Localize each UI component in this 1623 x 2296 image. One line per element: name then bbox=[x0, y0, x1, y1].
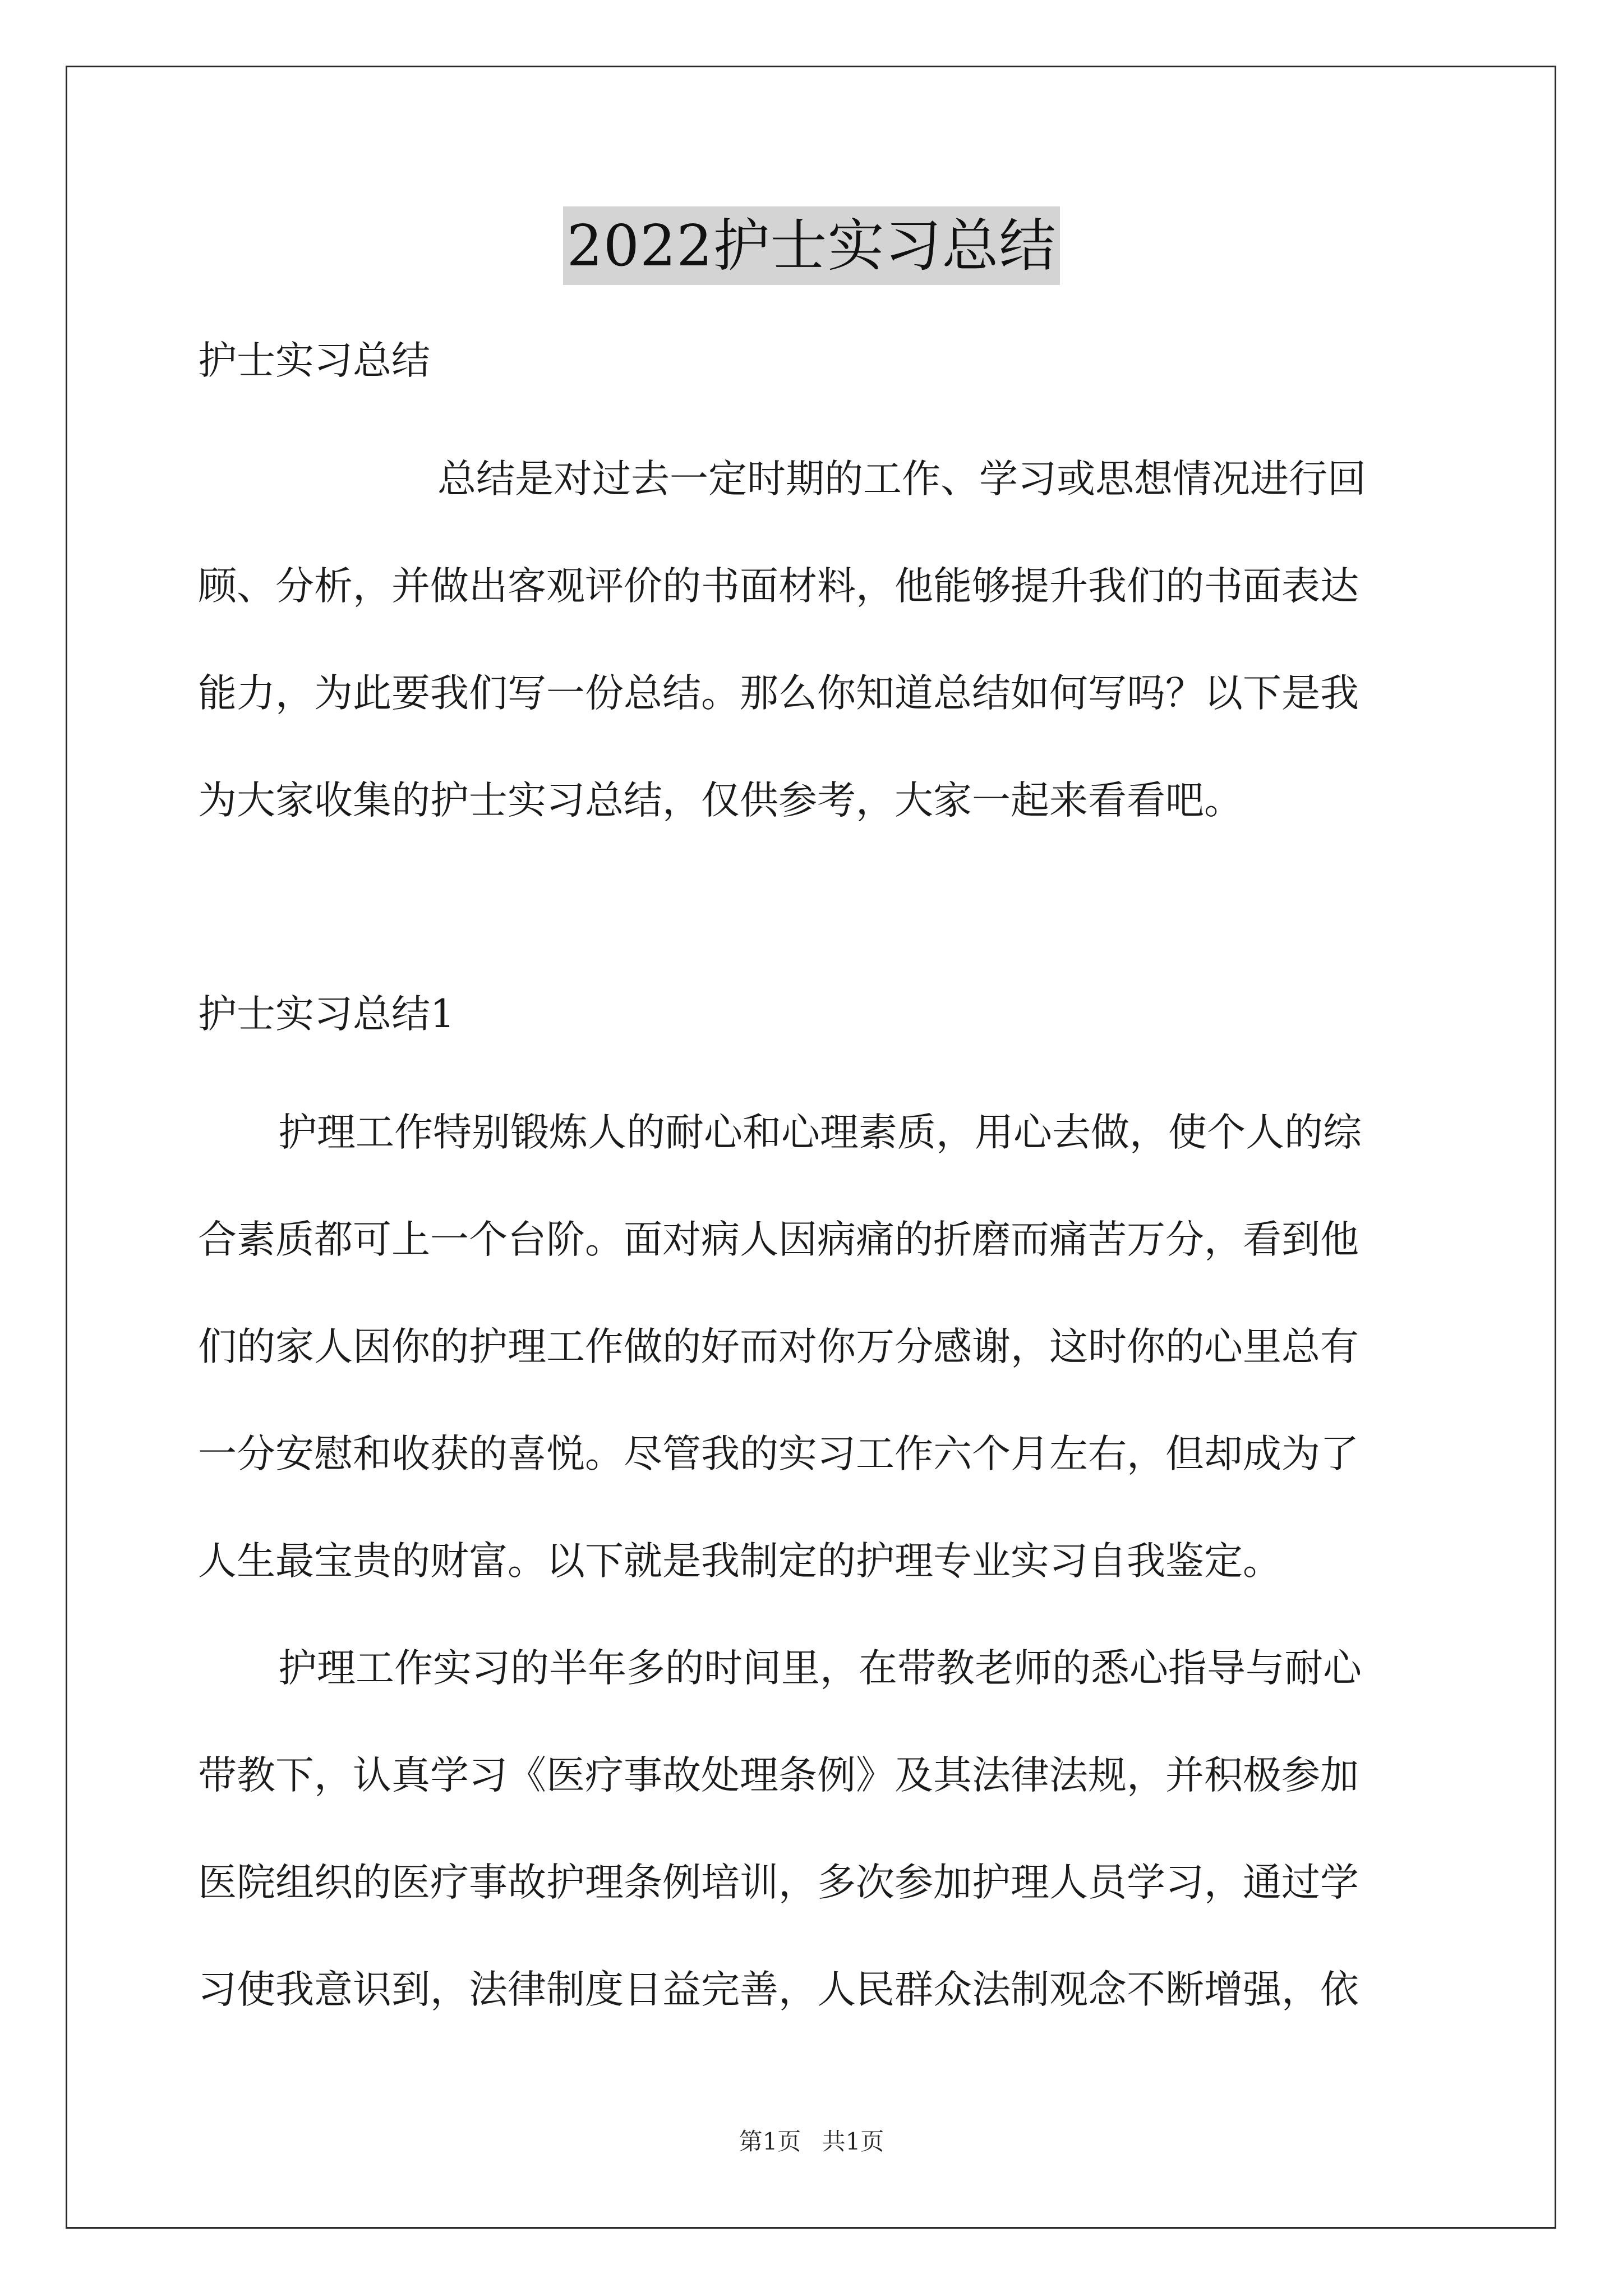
spacer bbox=[198, 854, 1432, 961]
intro-heading: 护士实习总结 bbox=[198, 338, 430, 383]
document-body bbox=[198, 307, 1432, 2044]
section1-paragraph-2 bbox=[198, 1615, 1432, 2044]
page-total: 共1页 bbox=[822, 2128, 884, 2155]
spacer bbox=[198, 1068, 1432, 1079]
intro-paragraph bbox=[198, 426, 1432, 854]
page-footer bbox=[0, 2123, 1623, 2157]
intro-line: 能力，为此要我们写一份总结。那么你知道总结如何写吗？以下是我 bbox=[198, 671, 1359, 716]
section1-paragraph-1 bbox=[198, 1079, 1432, 1615]
paragraph-line: 们的家人因你的护理工作做的好而对你万分感谢，这时你的心里总有 bbox=[198, 1324, 1359, 1369]
intro-line: 总结是对过去一定时期的工作、学习或思想情况进行回 bbox=[437, 457, 1366, 501]
title-container bbox=[0, 206, 1623, 285]
section-heading: 护士实习总结1 bbox=[198, 992, 455, 1037]
page-number: 第1页 bbox=[739, 2128, 801, 2155]
paragraph-line: 人生最宝贵的财富。以下就是我制定的护理专业实习自我鉴定。 bbox=[198, 1539, 1281, 1584]
paragraph-line: 一分安慰和收获的喜悦。尽管我的实习工作六个月左右，但却成为了 bbox=[198, 1432, 1359, 1476]
intro-line: 顾、分析，并做出客观评价的书面材料，他能够提升我们的书面表达 bbox=[198, 564, 1359, 609]
document-title: 2022护士实习总结 bbox=[563, 206, 1059, 285]
paragraph-line: 医院组织的医疗事故护理条例培训，多次参加护理人员学习，通过学 bbox=[198, 1860, 1359, 1905]
paragraph-line: 护理工作特别锻炼人的耐心和心理素质，用心去做，使个人的综 bbox=[278, 1110, 1362, 1155]
paragraph-line: 合素质都可上一个台阶。面对病人因病痛的折磨而痛苦万分，看到他 bbox=[198, 1217, 1359, 1262]
paragraph-line: 护理工作实习的半年多的时间里，在带教老师的悉心指导与耐心 bbox=[278, 1646, 1362, 1691]
paragraph-line: 带教下，认真学习《医疗事故处理条例》及其法律法规，并积极参加 bbox=[198, 1753, 1359, 1798]
paragraph-line: 习使我意识到，法律制度日益完善，人民群众法制观念不断增强，依 bbox=[198, 1967, 1359, 2012]
intro-line: 为大家收集的护士实习总结，仅供参考，大家一起来看看吧。 bbox=[198, 778, 1243, 823]
spacer bbox=[198, 415, 1432, 426]
